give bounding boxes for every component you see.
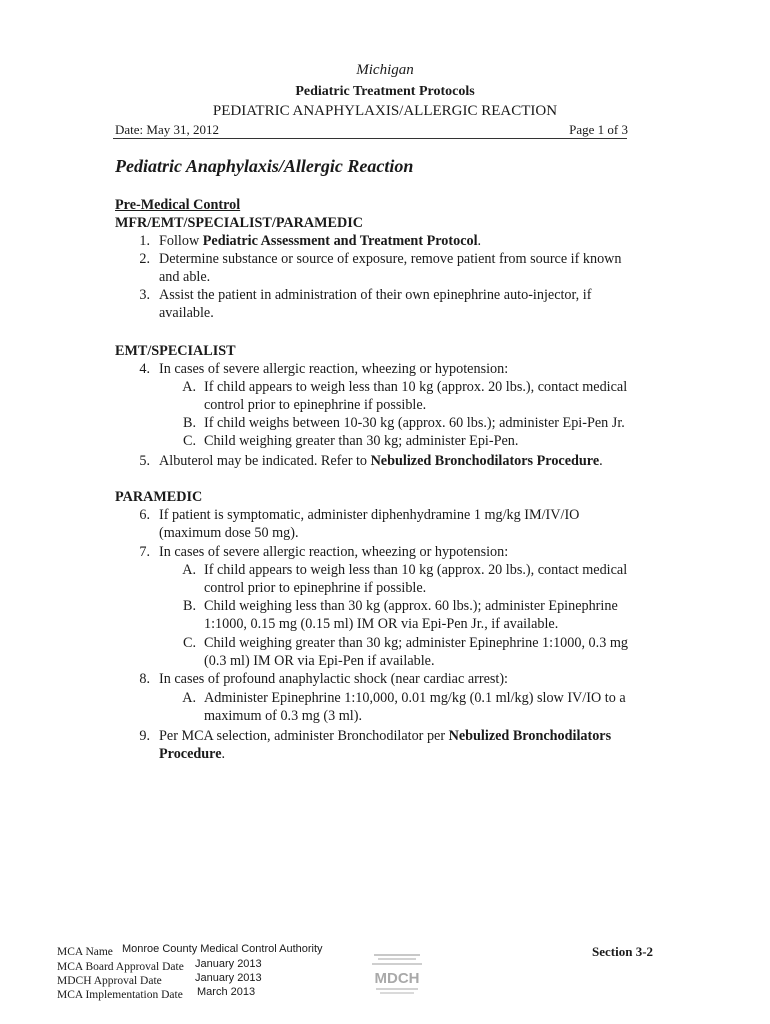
logo-text: MDCH	[374, 970, 420, 987]
sub-item-letter: A.	[182, 562, 196, 578]
item-number: 8.	[139, 671, 150, 687]
footer-mca-name: Monroe County Medical Control Authority	[122, 943, 323, 955]
item-number: 9.	[139, 728, 150, 744]
footer-label-board-date: MCA Board Approval Date	[57, 961, 184, 973]
sub-item-text: Child weighing greater than 30 kg; administer Epinephrine 1:1000, 0.3 mg	[204, 635, 628, 651]
sub-item-text: Administer Epinephrine 1:10,000, 0.01 mg/kg (0.1 ml/kg) slow IV/IO to a	[204, 690, 626, 706]
mdch-logo	[368, 950, 426, 1000]
level-heading: EMT/SPECIALIST	[115, 343, 236, 359]
header-state: Michigan	[356, 62, 414, 78]
footer-board-date: January 2013	[195, 958, 262, 970]
item-number: 6.	[139, 507, 150, 523]
item-text: .	[477, 233, 482, 249]
item-text: Determine substance or source of exposure, remove patient from source if known	[159, 251, 622, 267]
sub-item-letter: C.	[182, 433, 196, 449]
protocol-reference: Pediatric Assessment and Treatment Protocol	[202, 233, 478, 249]
level-heading: MFR/EMT/SPECIALIST/PARAMEDIC	[115, 215, 364, 231]
item-number: 5.	[139, 453, 150, 469]
item-text: .	[599, 453, 603, 469]
level-heading: PARAMEDIC	[115, 489, 203, 505]
sub-item-text: Child weighing greater than 30 kg; administer Epi-Pen.	[204, 433, 519, 449]
sub-item-letter: C.	[182, 635, 196, 651]
footer-implementation-date: March 2013	[197, 986, 256, 998]
header-title: Pediatric Treatment Protocols	[295, 84, 475, 99]
sub-item-text: If child appears to weigh less than 10 kg (approx. 20 lbs.), contact medical	[204, 379, 628, 395]
sub-item-letter: A.	[182, 690, 196, 706]
item-text: If patient is symptomatic, administer diphenhydramine 1 mg/kg IM/IV/IO	[159, 507, 580, 523]
sub-item-text: Child weighing less than 30 kg (approx. 60 lbs.); administer Epinephrine	[204, 598, 618, 614]
item-text: Per MCA selection, administer Bronchodilator per	[159, 728, 449, 744]
sub-item-letter: B.	[182, 415, 196, 431]
procedure-reference: Nebulized Bronchodilators	[448, 728, 612, 744]
item-text: In cases of severe allergic reaction, wheezing or hypotension:	[159, 544, 509, 560]
footer-label-implementation-date: MCA Implementation Date	[57, 989, 183, 1001]
sub-item-letter: A.	[182, 379, 196, 395]
sub-item-text: control prior to epinephrine if possible.	[204, 580, 427, 596]
item-number: 4.	[139, 361, 150, 377]
item-text: Assist the patient in administration of their own epinephrine auto-injector, if	[159, 287, 592, 303]
item-text: Follow	[159, 233, 203, 249]
sub-item-text: maximum of 0.3 mg (3 ml).	[204, 708, 363, 724]
item-number: 7.	[139, 544, 150, 560]
sub-item-text: control prior to epinephrine if possible.	[204, 397, 427, 413]
item-text: and able.	[159, 269, 211, 285]
procedure-reference: Nebulized Bronchodilators Procedure	[370, 453, 600, 469]
item-text: In cases of profound anaphylactic shock (near cardiac arrest):	[159, 671, 509, 687]
item-text: In cases of severe allergic reaction, wheezing or hypotension:	[159, 361, 509, 377]
section-heading-pre-medical: Pre-Medical Control	[115, 197, 241, 213]
sub-item-text: If child weighs between 10-30 kg (approx. 60 lbs.); administer Epi-Pen Jr.	[204, 415, 625, 431]
header-rule	[113, 138, 627, 139]
section-number: Section 3-2	[592, 944, 654, 959]
item-text: Albuterol may be indicated. Refer to	[159, 453, 371, 469]
footer-label-mdch-date: MDCH Approval Date	[57, 975, 162, 987]
header-subtitle: PEDIATRIC ANAPHYLAXIS/ALLERGIC REACTION	[212, 103, 558, 119]
sub-item-letter: B.	[182, 598, 196, 614]
item-text: (maximum dose 50 mg).	[159, 525, 299, 541]
item-number: 3.	[139, 287, 150, 303]
footer-label-mca-name: MCA Name	[57, 946, 113, 958]
item-number: 1.	[139, 233, 150, 249]
item-text: available.	[159, 305, 214, 321]
procedure-reference: Procedure	[159, 746, 222, 762]
sub-item-text: 1:1000, 0.15 mg (0.15 ml) IM OR via Epi-Pen Jr., if available.	[204, 616, 559, 632]
footer-mdch-date: January 2013	[195, 972, 262, 984]
document-title: Pediatric Anaphylaxis/Allergic Reaction	[115, 156, 414, 176]
sub-item-text: If child appears to weigh less than 10 kg (approx. 20 lbs.), contact medical	[204, 562, 628, 578]
item-number: 2.	[139, 251, 150, 267]
item-text: .	[221, 746, 226, 762]
page-number: Page 1 of 3	[569, 122, 628, 137]
sub-item-text: (0.3 ml) IM OR via Epi-Pen if available.	[204, 653, 435, 669]
date-text: Date: May 31, 2012	[115, 122, 219, 137]
